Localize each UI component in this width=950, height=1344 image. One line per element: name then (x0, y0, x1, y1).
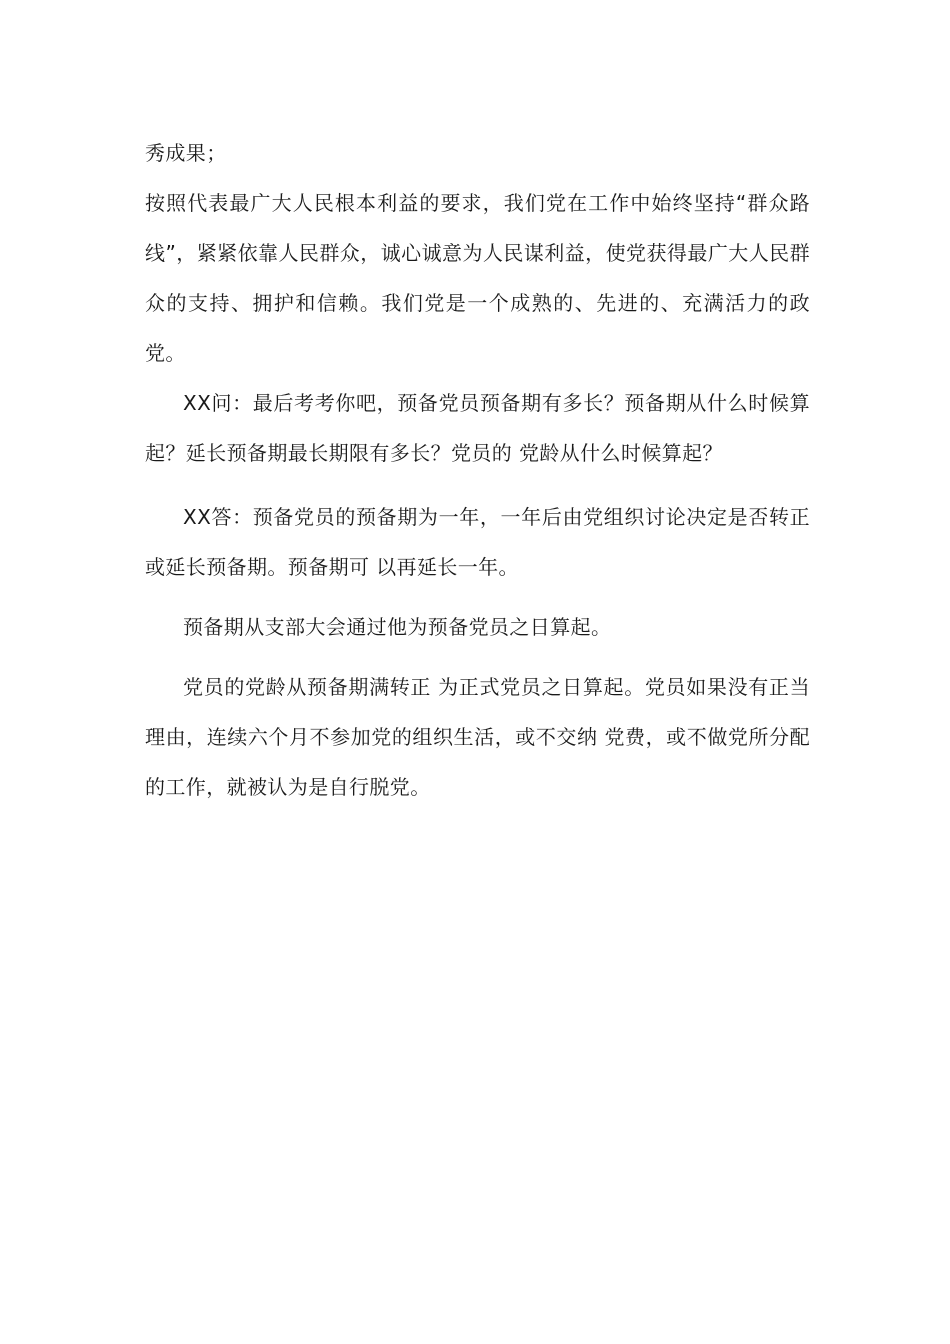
document-body (145, 128, 810, 812)
paragraph-probation-start: 预备期从支部大会通过他为预备党员之日算起。 (183, 615, 612, 639)
paragraph-party-age: 党员的党龄从预备期满转正 为正式党员之日算起。党员如果没有正当理由，连续六个月不参加党的组织生活，或不交纳 党费，或不做党所分配的工作，就被认为是自行脱党。 (145, 675, 810, 799)
paragraph-answer: XX答：预备党员的预备期为一年，一年后由党组织讨论决定是否转正或延长预备期。预备期可 以再延长一年。 (145, 505, 810, 579)
paragraph-continuation: 秀成果； (145, 141, 227, 165)
paragraph-question: XX问：最后考考你吧，预备党员预备期有多长？预备期从什么时候算起？延长预备期最长期限有多长？党员的 党龄从什么时候算起？ (145, 391, 810, 465)
paragraph-mass-line: 按照代表最广大人民根本利益的要求，我们党在工作中始终坚持“群众路线”，紧紧依靠人民群众，诚心诚意为人民谋利益，使党获得最广大人民群众的支持、拥护和信赖。我们党是一个成熟的、先进的、充满活力的政党。 (145, 191, 810, 365)
